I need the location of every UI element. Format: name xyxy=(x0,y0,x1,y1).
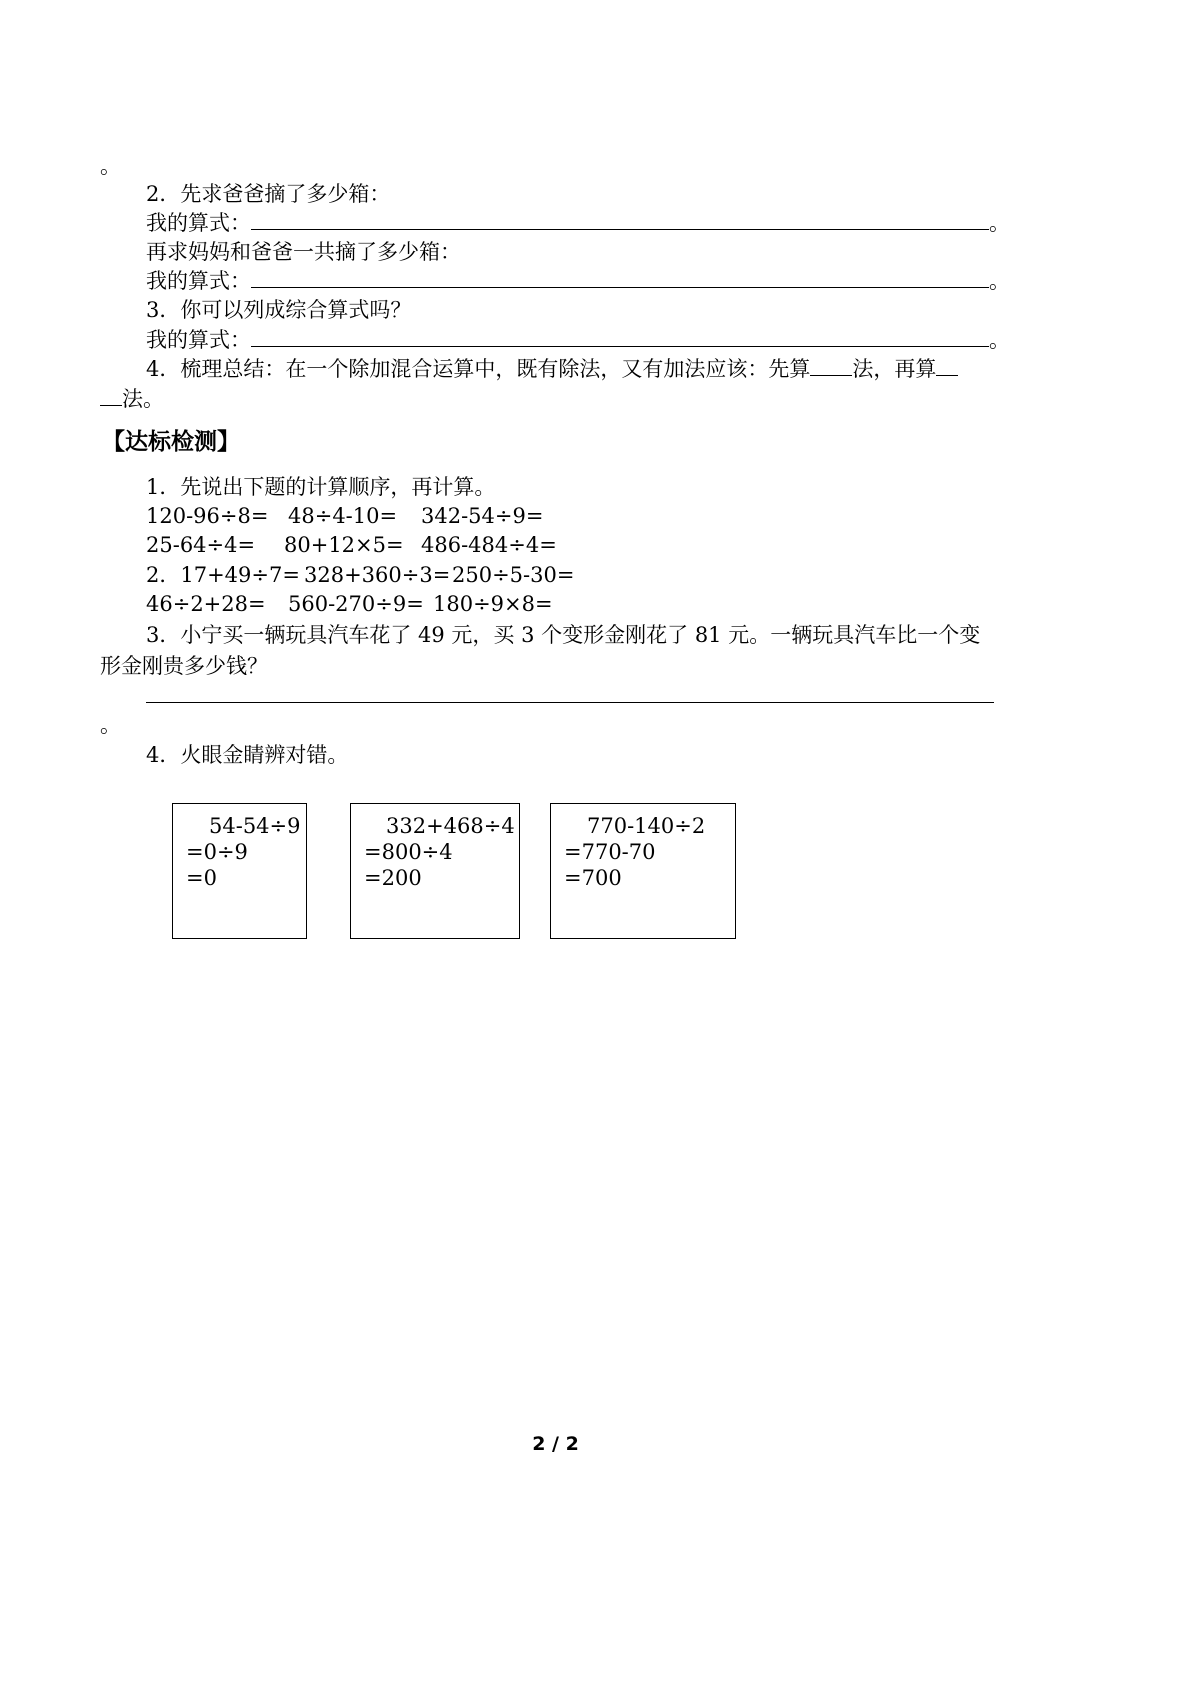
answer-blank[interactable] xyxy=(251,328,989,347)
box-line: =0 xyxy=(186,866,217,890)
q4-part3: 法。 xyxy=(122,387,164,411)
period: 。 xyxy=(989,328,1010,352)
page-number: 2 / 2 xyxy=(532,1433,579,1455)
answer-blank[interactable] xyxy=(251,269,989,288)
fill-blank-2a[interactable] xyxy=(936,357,958,376)
period: 。 xyxy=(989,269,1010,293)
test-q3-line2: 形金刚贵多少钱？ xyxy=(100,654,268,678)
box-line: =200 xyxy=(364,866,422,890)
answer-period: 。 xyxy=(100,713,121,737)
formula-label: 我的算式： xyxy=(146,211,251,235)
expression: 48÷4-10= xyxy=(288,504,398,528)
q4-summary xyxy=(146,355,958,383)
check-box-2 xyxy=(350,803,520,939)
expression: 328+360÷3= xyxy=(304,563,451,587)
expr-row-4 xyxy=(146,590,553,618)
expression: 25-64÷4= xyxy=(146,533,256,557)
expression: 80+12×5= xyxy=(284,533,404,557)
answer-blank[interactable] xyxy=(251,211,989,230)
q2-text: 2．先求爸爸摘了多少箱： xyxy=(146,182,391,206)
test-q3-line1: 3．小宁买一辆玩具汽车花了 49 元，买 3 个变形金刚花了 81 元。一辆玩具汽车比一个变 xyxy=(146,623,981,647)
box-line: =700 xyxy=(564,866,622,890)
formula-line-3 xyxy=(146,326,1010,354)
expression: 180÷9×8= xyxy=(433,592,553,616)
expr-row-3 xyxy=(146,561,574,589)
formula-label: 我的算式： xyxy=(146,328,251,352)
formula-label: 我的算式： xyxy=(146,269,251,293)
expression: 250÷5-30= xyxy=(452,563,575,587)
expr-row-2 xyxy=(146,531,557,559)
q4-part1: 4．梳理总结：在一个除加混合运算中，既有除法，又有加法应该：先算 xyxy=(146,357,811,381)
box-line: =770-70 xyxy=(564,840,656,864)
box-line: 332+468÷4 xyxy=(386,814,515,838)
period: 。 xyxy=(989,211,1010,235)
check-box-1 xyxy=(172,803,307,939)
box-line: 770-140÷2 xyxy=(587,814,706,838)
q3-answer-line xyxy=(146,682,994,710)
expression: 560-270÷9= xyxy=(288,592,424,616)
expression: 46÷2+28= xyxy=(146,592,266,616)
expression: 342-54÷9= xyxy=(421,504,544,528)
expression: 486-484÷4= xyxy=(421,533,557,557)
test-q1-text: 1．先说出下题的计算顺序，再计算。 xyxy=(146,475,496,499)
answer-blank[interactable] xyxy=(146,684,994,703)
check-box-3 xyxy=(550,803,736,939)
formula-line-1 xyxy=(146,209,1010,237)
box-line: 54-54÷9 xyxy=(209,814,301,838)
q4-part2: 法，再算 xyxy=(852,357,937,381)
expression: 2．17+49÷7= xyxy=(146,563,300,587)
box-line: =800÷4 xyxy=(364,840,453,864)
expression: 120-96÷8= xyxy=(146,504,269,528)
section-heading: 【达标检测】 xyxy=(102,429,240,455)
test-q4-text: 4．火眼金睛辨对错。 xyxy=(146,743,349,767)
top-period: 。 xyxy=(100,154,121,178)
box-line: =0÷9 xyxy=(186,840,248,864)
formula-line-2 xyxy=(146,267,1010,295)
q2b-text: 再求妈妈和爸爸一共摘了多少箱： xyxy=(146,240,461,264)
expr-row-1 xyxy=(146,502,543,530)
fill-blank-1[interactable] xyxy=(810,357,852,376)
q4-summary-cont xyxy=(100,385,164,413)
fill-blank-2b[interactable] xyxy=(100,387,122,406)
q3-text: 3．你可以列成综合算式吗？ xyxy=(146,298,412,322)
